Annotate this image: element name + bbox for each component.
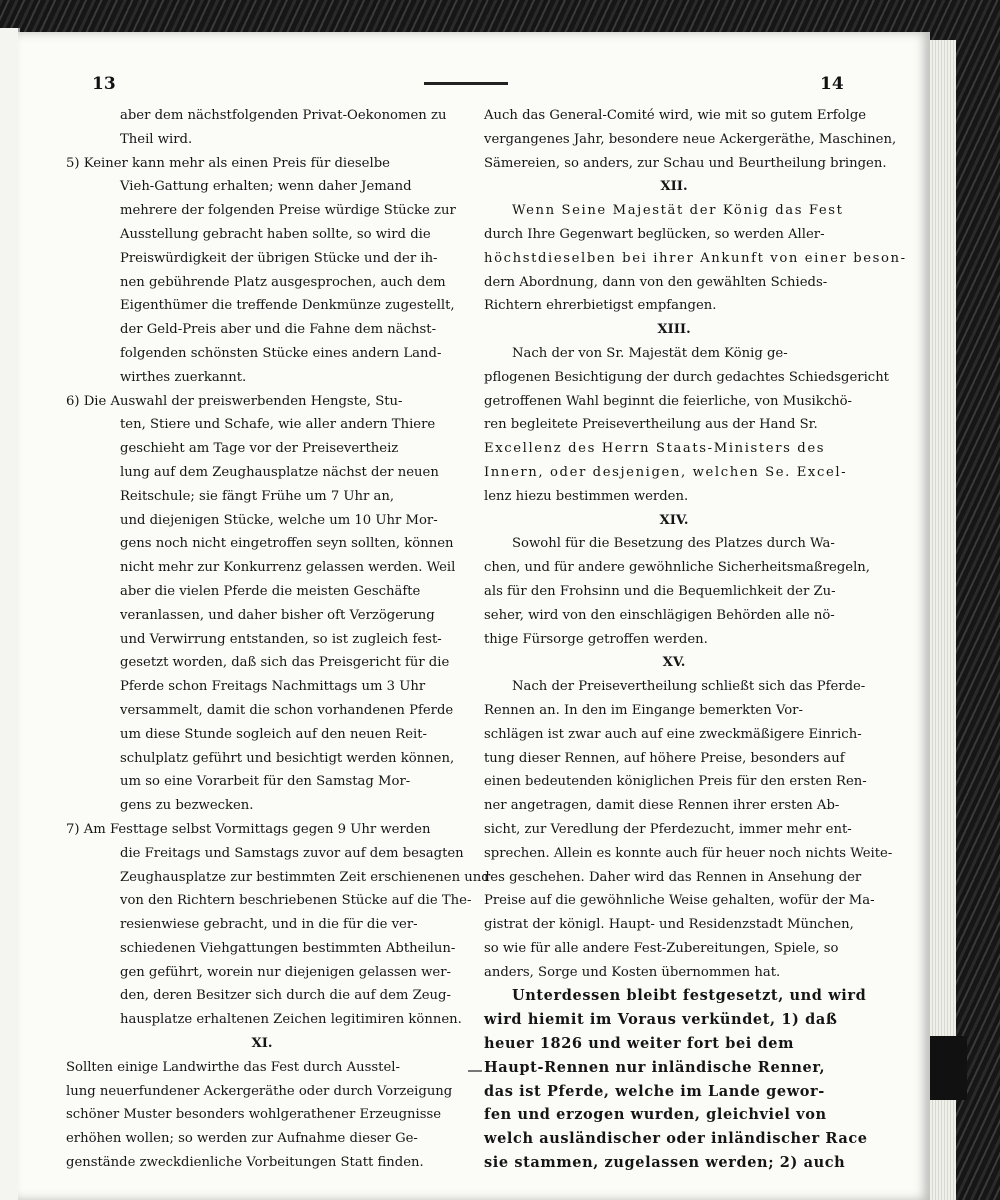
text-line: um so eine Vorarbeit für den Samstag Mor- (120, 774, 411, 790)
text-line: Unterdessen bleibt festgesetzt, und wird (512, 987, 867, 1005)
text-line: schlägen ist zwar auch auf eine zweckmäßigere Einrich- (484, 726, 862, 742)
section-heading: XIV. (659, 512, 689, 528)
section-heading: XII. (660, 179, 688, 195)
text-line: höchstdieselben bei ihrer Ankunft von einer beson- (484, 250, 907, 266)
text-line: ten, Stiere und Schafe, wie aller andern Thiere (120, 417, 436, 433)
text-line: und Verwirrung entstanden, so ist zugleich fest- (120, 631, 442, 647)
text-line: sprechen. Allein es konnte auch für heuer noch nichts Weite- (484, 845, 893, 861)
text-line: erhöhen wollen; so werden zur Aufnahme dieser Ge- (66, 1131, 418, 1147)
text-line: wirthes zuerkannt. (120, 369, 247, 385)
text-line: seher, wird von den einschlägigen Behörden alle nö- (484, 607, 835, 623)
text-line: vergangenes Jahr, besondere neue Ackergeräthe, Maschinen, (484, 131, 897, 147)
text-line: anders, Sorge und Kosten übernommen hat. (484, 964, 781, 980)
text-line: gesetzt worden, daß sich das Preisgericht für die (120, 655, 450, 671)
text-line: geschieht am Tage vor der Preisevertheiz (120, 441, 399, 457)
text-line: Eigenthümer die treffende Denkmünze zugestellt, (120, 298, 455, 314)
text-line: Excellenz des Herrn Staats-Ministers des (484, 441, 826, 457)
text-line: ner angetragen, damit diese Rennen ihrer ersten Ab- (484, 798, 840, 814)
text-line: lung neuerfundener Ackergeräthe oder durch Vorzeigung (66, 1083, 453, 1099)
right-page-number: 14 (820, 74, 844, 94)
text-line: nicht mehr zur Konkurrenz gelassen werden. Weil (120, 560, 456, 576)
text-line: aber die vielen Pferde die meisten Geschäfte (120, 583, 421, 599)
text-line: so wie für alle andere Fest-Zubereitungen, Spiele, so (484, 940, 839, 956)
text-line: lenz hiezu bestimmen werden. (484, 488, 689, 504)
text-line: chen, und für andere gewöhnliche Sicherheitsmaßregeln, (484, 560, 870, 576)
text-line: als für den Frohsinn und die Bequemlichkeit der Zu- (484, 583, 836, 599)
left-column (66, 104, 490, 1175)
text-line: 5) Keiner kann mehr als einen Preis für dieselbe (66, 155, 390, 171)
text-line: Pferde schon Freitags Nachmittags um 3 Uhr (120, 679, 426, 695)
section-heading: XV. (662, 655, 686, 671)
text-line: Zeughausplatze zur bestimmten Zeit erschienenen und (120, 869, 490, 885)
text-line: mehrere der folgenden Preise würdige Stücke zur (120, 203, 456, 219)
text-line: Preise auf die gewöhnliche Weise gehalten, wofür der Ma- (484, 893, 875, 909)
text-line: von den Richtern beschriebenen Stücke auf die The- (120, 893, 472, 909)
text-line: das ist Pferde, welche im Lande gewor- (484, 1082, 825, 1100)
section-heading: XIII. (657, 322, 691, 338)
text-line: schiedenen Viehgattungen bestimmten Abtheilun- (120, 940, 456, 956)
text-line: Wenn Seine Majestät der König das Fest (512, 203, 844, 219)
text-line: die Freitags und Samstags zuvor auf dem besagten (120, 845, 464, 861)
text-line: ren begleitete Preisevertheilung aus der Hand Sr. (484, 417, 818, 433)
text-line: gens zu bezwecken. (120, 798, 254, 814)
text-line: der Geld-Preis aber und die Fahne dem nächst- (120, 322, 437, 338)
text-line: 7) Am Festtage selbst Vormittags gegen 9 Uhr werden (66, 821, 431, 837)
text-line: wird hiemit im Voraus verkündet, 1) daß (484, 1011, 838, 1029)
text-line: aber dem nächstfolgenden Privat-Oekonomen zu (120, 108, 447, 123)
left-page-number: 13 (92, 74, 116, 94)
black-tab (925, 1036, 967, 1100)
text-line: resienwiese gebracht, und in die für die ver- (120, 917, 418, 933)
text-line: Theil wird. (120, 131, 193, 147)
text-line: Ausstellung gebracht haben sollte, so wird die (120, 226, 431, 242)
text-line: folgenden schönsten Stücke eines andern Land- (120, 345, 442, 361)
text-line: Sämereien, so anders, zur Schau und Beurtheilung bringen. (484, 155, 887, 171)
text-line: Auch das General-Comité wird, wie mit so gutem Erfolge (484, 108, 867, 123)
text-line: 6) Die Auswahl der preiswerbenden Hengste, Stu- (66, 393, 403, 409)
text-line: Preiswürdigkeit der übrigen Stücke und der ih- (120, 250, 438, 266)
text-line: tung dieser Rennen, auf höhere Preise, besonders auf (484, 750, 845, 766)
section-heading: XI. (251, 1036, 273, 1052)
previous-page-edge (0, 28, 20, 1200)
text-line: res geschehen. Daher wird das Rennen in Ansehung der (484, 869, 862, 885)
text-line: schöner Muster besonders wohlgerathener Erzeugnisse (66, 1107, 442, 1123)
text-line: versammelt, damit die schon vorhandenen Pferde (120, 702, 454, 718)
text-line: Reitschule; sie fängt Frühe um 7 Uhr an, (120, 488, 395, 504)
text-line: den, deren Besitzer sich durch die auf dem Zeug- (120, 988, 451, 1004)
text-line: nen gebührende Platz ausgesprochen, auch dem (120, 274, 446, 290)
text-line: thige Fürsorge getroffen werden. (484, 631, 708, 647)
text-line: Nach der von Sr. Majestät dem König ge- (512, 345, 788, 361)
text-line: gistrat der königl. Haupt- und Residenzstadt München, (484, 917, 854, 933)
text-line: getroffenen Wahl beginnt die feierliche, von Musikchö- (484, 393, 852, 409)
text-line: Richtern ehrerbietigst empfangen. (484, 298, 717, 314)
text-line: sie stammen, zugelassen werden; 2) auch (484, 1154, 846, 1172)
text-line: einen bedeutenden königlichen Preis für den ersten Ren- (484, 774, 867, 790)
text-line: dern Abordnung, dann von den gewählten Schieds- (484, 274, 828, 290)
text-line: um diese Stunde sogleich auf den neuen Reit- (120, 726, 427, 742)
text-line: fen und erzogen wurden, gleichviel von (484, 1106, 827, 1124)
text-line: welch ausländischer oder inländischer Race (484, 1130, 868, 1148)
text-line: Sowohl für die Besetzung des Platzes durch Wa- (512, 536, 835, 552)
header-rule (424, 82, 508, 85)
gutter-mark (468, 1070, 482, 1072)
page-block-edge (930, 40, 956, 1200)
text-line: heuer 1826 und weiter fort bei dem (484, 1035, 795, 1053)
text-line: veranlassen, und daher bisher oft Verzögerung (120, 607, 435, 623)
text-line: lung auf dem Zeughausplatze nächst der neuen (120, 464, 439, 480)
text-line: Haupt-Rennen nur inländische Renner, (484, 1058, 826, 1076)
text-line: hausplatze erhaltenen Zeichen legitimiren können. (120, 1012, 462, 1028)
text-line: gen geführt, worein nur diejenigen gelassen wer- (120, 964, 451, 980)
text-line: und diejenigen Stücke, welche um 10 Uhr Mor- (120, 512, 438, 528)
text-line: schulplatz geführt und besichtigt werden können, (120, 750, 455, 766)
text-line: Nach der Preisevertheilung schließt sich das Pferde- (512, 679, 866, 695)
text-line: Sollten einige Landwirthe das Fest durch Ausstel- (66, 1059, 400, 1075)
text-line: Rennen an. In den im Eingange bemerkten Vor- (484, 702, 803, 718)
text-line: gens noch nicht eingetroffen seyn sollten, können (120, 536, 454, 552)
text-line: Vieh-Gattung erhalten; wenn daher Jemand (120, 179, 412, 195)
text-line: durch Ihre Gegenwart beglücken, so werden Aller- (484, 226, 825, 242)
right-column (484, 104, 907, 1175)
text-line: Innern, oder desjenigen, welchen Se. Excel- (484, 464, 848, 480)
text-line: sicht, zur Veredlung der Pferdezucht, immer mehr ent- (484, 821, 852, 837)
text-line: genstände zweckdienliche Vorbeitungen Statt finden. (66, 1155, 424, 1171)
text-line: pflogenen Besichtigung der durch gedachtes Schiedsgericht (484, 369, 889, 385)
